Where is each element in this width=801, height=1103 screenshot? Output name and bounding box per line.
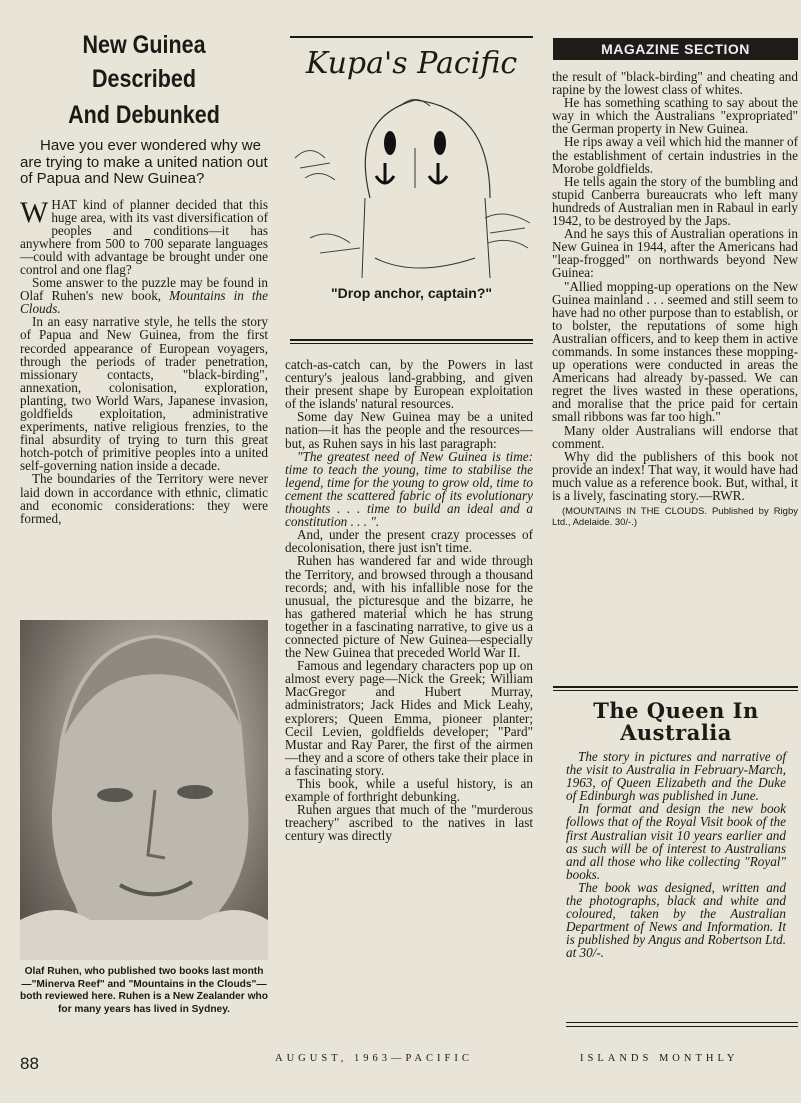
cartoon-caption: "Drop anchor, captain?": [330, 285, 493, 301]
footer-left: AUGUST, 1963—PACIFIC: [275, 1053, 473, 1064]
drop-cap: W: [20, 195, 49, 229]
paragraph: He rips away a veil which hid the manner of the establishment of certain industries in the Morobe goldfields.: [552, 134, 799, 176]
cartoon-title: Kupa's Pacific: [305, 46, 518, 81]
divider: [566, 1026, 798, 1027]
page-number: 88: [20, 1054, 39, 1073]
footer-right: ISLANDS MONTHLY: [580, 1053, 739, 1064]
paragraph: Many older Australians will endorse that comment.: [552, 422, 798, 451]
portrait-illustration: [20, 620, 268, 960]
section-label: MAGAZINE SECTION: [553, 38, 798, 60]
cartoon-drawing: [290, 88, 533, 288]
column-right: [552, 70, 798, 528]
paragraph: Famous and legendary characters pop up on almost every page—Nick the Greek; William MacGregor and Hubert Murray, administrators; Jack Hides and Mick Leahy, explorers; Queen Emma, pioneer planter; Cecil Levien, goldfields developer; "Pard" Mustar and Ray Parer, the first of the airmen—they and a score of others take their place in a fascinating story.: [285, 658, 533, 778]
column-left: [20, 0, 268, 525]
paragraph: The boundaries of the Territory were never laid down in accordance with ethnic, climatic and economic considerations: they were formed,: [20, 471, 268, 526]
paragraph: He has something scathing to say about the way in which the Australians "expropriated" the German property in New Guinea.: [552, 95, 798, 137]
headline-line-2: And Debunked: [68, 101, 220, 129]
quote: "The greatest need of New Guinea is time: time to teach the young, time to stabilise the legend, time for the young to grow old, time to cement the scattered fabric of its evolutionary thoughts . . . time to build an ideal and a constitution . . . ".: [285, 448, 533, 530]
divider: [566, 1022, 798, 1023]
book-source: (MOUNTAINS IN THE CLOUDS. Published by Rigby Ltd., Adelaide. 30/-.): [552, 506, 798, 529]
article-lead: Have you ever wondered why we are trying to make a united nation out of Papua and New Guinea?: [20, 137, 268, 187]
paragraph: This book, while a useful history, is an example of forthright debunking.: [285, 776, 533, 805]
paragraph: the result of "black-birding" and cheating and rapine by the lowest class of whites.: [552, 69, 798, 98]
paragraph: And he says this of Australian operations in New Guinea in 1944, after the Americans had "leap-frogged" on northwards beyond New Guinea:: [552, 226, 798, 281]
column-middle: [285, 358, 533, 842]
divider: [553, 690, 798, 691]
article-headline: [20, 28, 268, 132]
paragraph: And, under the present crazy processes of decolonisation, there just isn't time.: [285, 527, 533, 556]
paragraph: In an easy narrative style, he tells the story of Papua and New Guinea, from the first recorded appearance of European voyagers, through the periods of trader penetration, missionary contacts, "black-birding", annexation, colonisation, exploration, planting, two World Wars, Japanese invasion, goldfields exploitation, administrative experiments, native religious frenzies, to the final absurdity of trying to turn this great hotch-potch of primitive peoples into a united self-governing nation inside a decade.: [20, 314, 268, 474]
paragraph: The book was designed, written and the photographs, black and white and coloured, taken by the Australian Department of News and Information. It is published by Angus and Robertson Ltd. at 30/-.: [566, 879, 786, 961]
headline-line-1: New Guinea Described: [82, 31, 206, 93]
paragraph: Some day New Guinea may be a united nation—it has the people and the resources—but, as Ruhen says in his last paragraph:: [285, 409, 533, 451]
queen-title: The Queen In Australia: [593, 698, 759, 745]
paragraph: The story in pictures and narrative of the visit to Australia in February-March, 1963, of Queen Elizabeth and the Duke of Edinburgh was published in June.: [566, 749, 786, 804]
cartoon: [290, 40, 533, 310]
divider: [290, 36, 533, 38]
paragraph: Some answer to the puzzle may be found in Olaf Ruhen's new book, Mountains in the Clouds.: [20, 275, 268, 317]
divider: [290, 343, 533, 344]
paragraph: Why did the publishers of this book not provide an index! That way, it would have had much value as a reference book. But, withal, it is a lively, fascinating story.—RWR.: [552, 448, 798, 503]
author-photo: [20, 620, 268, 960]
book-title: Mountains in the Clouds.: [20, 288, 268, 317]
paragraph: catch-as-catch can, by the Powers in last century's jealous land-grabbing, and given their present shape by European exploitation of the islands' natural resources.: [285, 357, 533, 412]
divider: [290, 339, 533, 341]
quote: "Allied mopping-up operations on the New Guinea mainland . . . seemed and still seem to have had no other purpose than to establish, or to bolster, the reputations of some high Australian officers, and to keep them in active commands. In some instances these mopping-up operations were conducted in areas the Americans had already by-passed. We can regret the lives wasted in these operations, and moralise that the price paid for certain small ribbons was far too high.": [552, 278, 798, 425]
queen-review: [566, 700, 786, 960]
photo-caption: Olaf Ruhen, who published two books last month—"Minerva Reef" and "Mountains in the Clouds"—both reviewed here. Ruhen is a New Zealander who for many years has lived in Sydney.: [20, 966, 268, 1015]
paragraph: Ruhen has wandered far and wide through the Territory, and browsed through a thousand records; and, with his infallible nose for the unusual, the picturesque and the bizarre, he has gathered material which he has strung together in a fascinating narrative, to give us a connected picture of New Guinea—especially the New Guinea that preceded World War II.: [285, 553, 533, 661]
paragraph: Ruhen argues that much of the "murderous treachery" ascribed to the natives in last century was directly: [285, 802, 533, 844]
paragraph: He tells again the story of the bumbling and stupid Canberra bureaucrats who left many hundreds of Australian men in Rabaul in early 1942, to be destroyed by the Japs.: [552, 173, 798, 229]
divider: [553, 686, 798, 688]
paragraph: In format and design the new book follows that of the Royal Visit book of the first Australian visit 10 years earlier and as such will be of interest to Australians and all those who like collecting "Royal" books.: [566, 801, 786, 882]
paragraph: WHAT kind of planner decided that this huge area, with its vast diversification of peoples and conditions—it has anywhere from 500 to 700 separate languages—could with advantage be brought under one control and one flag?: [20, 195, 268, 277]
